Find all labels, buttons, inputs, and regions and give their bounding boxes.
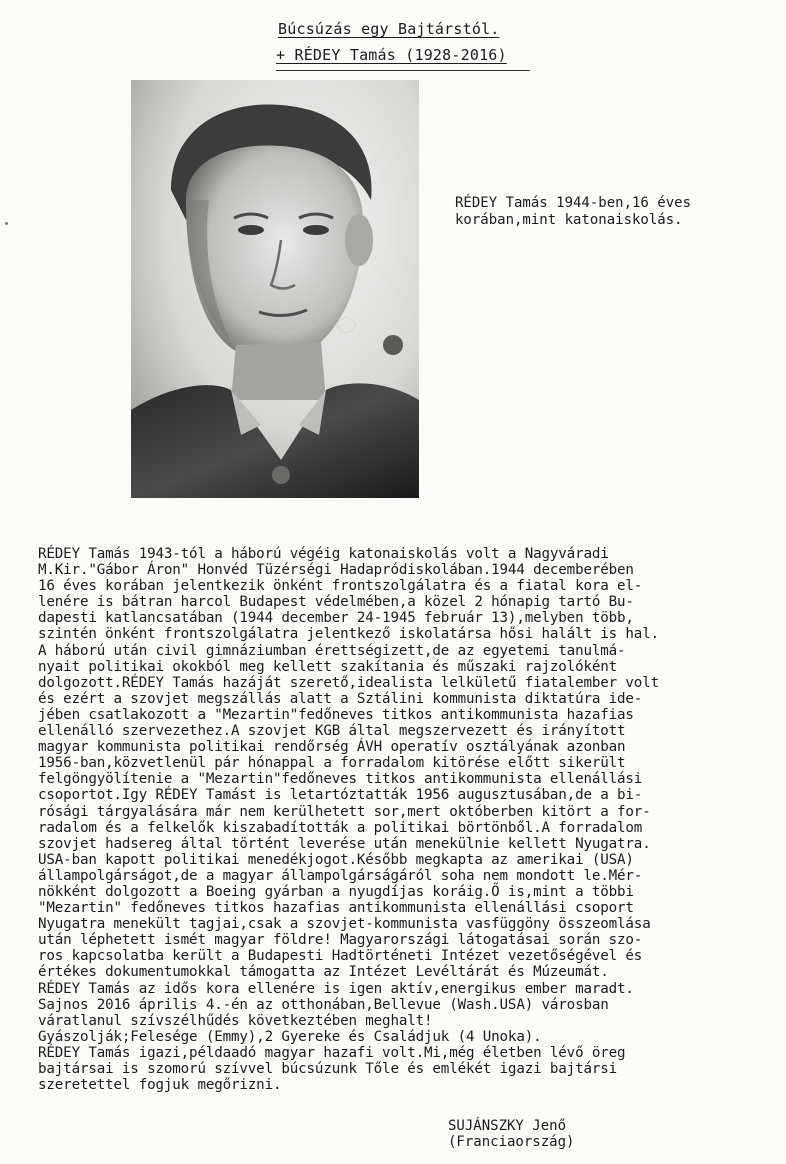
body-line: rósági tárgyalására már nem kerülhetett sor,mert októberben kitört a for- — [38, 803, 651, 820]
body-line: radalom és a felkelők kiszabadították a politikai börtönből.A forradalom — [38, 819, 643, 836]
body-line: után léphetett ismét magyar földre! Magyarországi látogatásai során szo- — [38, 932, 643, 949]
body-line: ros kapcsolatba került a Budapesti Hadtörténeti Intézet vezetőségével és — [38, 948, 643, 965]
body-line: Gyászolják;Felesége (Emmy),2 Gyereke és Családjuk (4 Unoka). — [38, 1028, 542, 1045]
body-line: 1956-ban,közvetlenül pár hónappal a forradalom kitörése előtt sikerült — [38, 755, 626, 772]
body-line: A háború után civil gimnáziumban érettségizett,de az egyetemi tanulmá- — [38, 642, 626, 659]
body-line: állampolgárságot,de a magyar állampolgárságáról soha nem mondott le.Mér- — [38, 867, 643, 884]
body-line: dolgozott.RÉDEY Tamás hazáját szerető,idealista lelkületű fiatalember volt — [38, 674, 659, 691]
body-line: magyar kommunista politikai rendőrség ÁVH operatív osztályának azonban — [38, 739, 626, 756]
portrait-photo-icon — [131, 80, 419, 498]
paper-speck — [5, 222, 8, 225]
subtitle-rule — [276, 70, 530, 71]
body-line: bajtársai is szomorú szívvel búcsúzunk Tőle és emlékét igazi bajtársi — [38, 1061, 618, 1077]
body-line: nyait politikai okokból meg kellett szakítania és műszaki rajzolóként — [38, 658, 618, 675]
obituary-body — [38, 546, 778, 1093]
signature-name: SUJÁNSZKY Jenő — [448, 1118, 567, 1134]
body-line: "Mezartin" fedőneves titkos hazafias antikommunista ellenállási csoport — [38, 900, 634, 917]
body-line: szovjet hadsereg által történt leverése után menekülnie kellett Nyugatra. — [38, 835, 651, 852]
body-line: jében csatlakozott a "Mezartin"fedőneves titkos antikommunista hazafias — [38, 706, 634, 723]
body-line: értékes dokumentumokkal támogatta az Intézet Levéltárát és Múzeumát. — [38, 964, 609, 981]
body-line: RÉDEY Tamás az idős kora ellenére is igen aktív,energikus ember maradt. — [38, 980, 634, 997]
signature-block — [448, 1118, 574, 1150]
body-line: lenére is bátran harcol Budapest védelmében,a közel 2 hónapig tartó Bu- — [38, 594, 634, 611]
body-line: RÉDEY Tamás 1943-tól a háború végéig katonaiskolás volt a Nagyváradi — [38, 546, 609, 562]
body-line: Sajnos 2016 április 4.-én az otthonában,Bellevue (Wash.USA) városban — [38, 996, 609, 1013]
body-line: Nyugatra menekült tagjai,csak a szovjet-kommunista vasfüggöny összeomlása — [38, 916, 651, 933]
caption-line-2: korában,mint katonaiskolás. — [455, 212, 683, 228]
body-line: M.Kir."Gábor Áron" Honvéd Tüzérségi Hadapródiskolában.1944 decemberében — [38, 562, 634, 579]
body-line: RÉDEY Tamás igazi,példaadó magyar hazafi volt.Mi,még életben lévő öreg — [38, 1044, 626, 1061]
caption-line-1: RÉDEY Tamás 1944-ben,16 éves — [455, 195, 692, 211]
body-line: váratlanul szívszélhűdés következtében meghalt! — [38, 1012, 433, 1029]
document-subtitle: + RÉDEY Tamás (1928-2016) — [276, 46, 507, 64]
signature-place: (Franciaország) — [448, 1134, 575, 1150]
portrait-photo — [131, 80, 419, 498]
body-line: szintén önként frontszolgálatra jelentkező iskolatársa hősi halált is hal. — [38, 626, 659, 643]
body-line: felgöngyölítenie a "Mezartin"fedőneves titkos antikommunista ellenállási — [38, 771, 643, 788]
body-line: 16 éves korában jelentkezik önként frontszolgálatra és a fiatal kora el- — [38, 578, 643, 595]
body-line: és ezért a szovjet megszállás alatt a Sztálini kommunista diktatúra ide- — [38, 690, 643, 707]
photo-caption — [455, 195, 691, 229]
body-line: dapesti katlancsatában (1944 december 24-1945 február 13),melyben több, — [38, 610, 634, 627]
body-line: szeretettel fogjuk megőrizni. — [38, 1077, 282, 1094]
body-line: nökként dolgozott a Boeing gyárban a nyugdíjas koráig.Ő is,mint a többi — [38, 883, 634, 900]
body-line: csoportot.Igy RÉDEY Tamást is letartóztatták 1956 augusztusában,de a bi- — [38, 787, 643, 804]
body-line: ellenálló szervezethez.A szovjet KGB által megszervezett és irányított — [38, 723, 626, 740]
document-title: Búcsúzás egy Bajtárstól. — [278, 20, 500, 38]
body-line: USA-ban kapott politikai menedékjogot.Később megkapta az amerikai (USA) — [38, 851, 634, 868]
